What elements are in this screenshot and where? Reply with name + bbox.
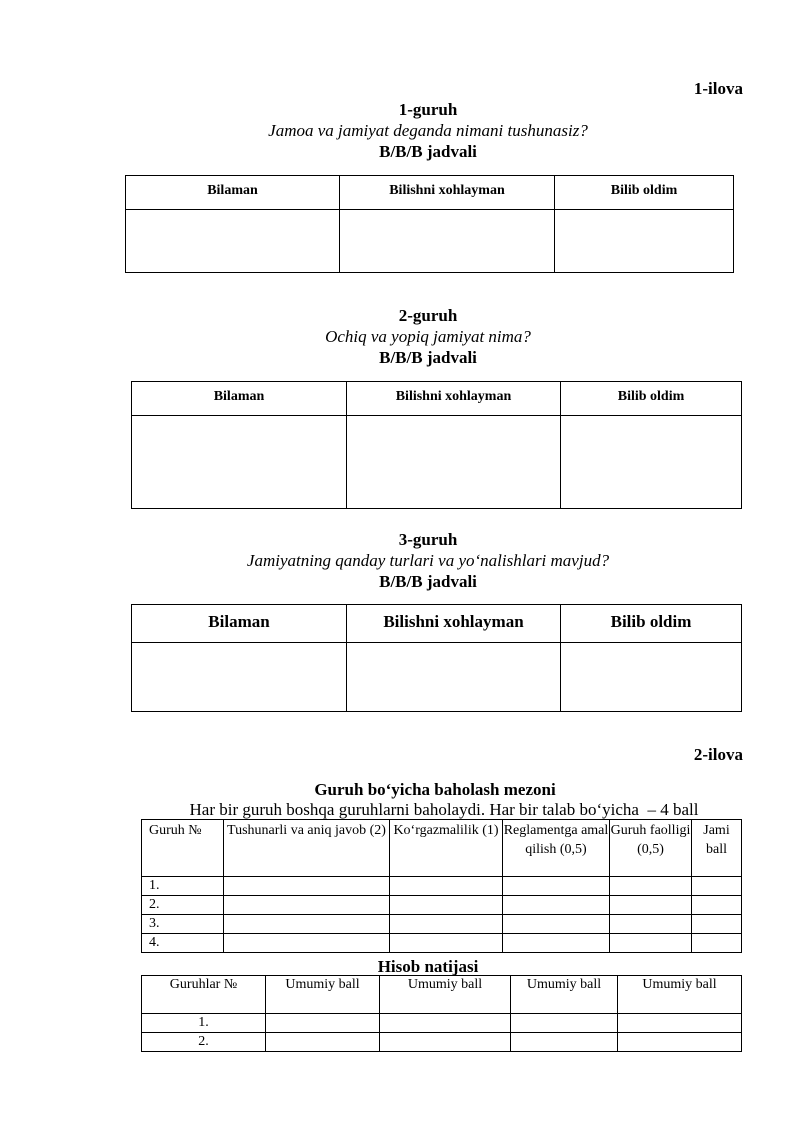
eval-cell[interactable] (503, 896, 610, 915)
bbb-header-bilaman: Bilaman (132, 605, 347, 643)
bbb-header-bilib-oldim: Bilib oldim (555, 176, 734, 210)
eval-header-group-no: Guruh № (142, 820, 224, 877)
results-header-total-2: Umumiy ball (380, 976, 511, 1014)
bbb-header-bilishni-xohlayman: Bilishni xohlayman (340, 176, 555, 210)
bbb-table-2 (131, 381, 742, 509)
results-cell[interactable] (511, 1014, 618, 1033)
eval-header-visual: Ko‘rgazmalilik (1) (390, 820, 503, 877)
bbb-table-3 (131, 604, 742, 712)
eval-header-activity: Guruh faolligi (0,5) (610, 820, 692, 877)
eval-cell[interactable] (610, 877, 692, 896)
eval-header-total: Jami ball (692, 820, 742, 877)
eval-header-regulation: Reglamentga amal qilish (0,5) (503, 820, 610, 877)
eval-row-number: 3. (142, 915, 224, 934)
evaluation-subtitle: Har bir guruh boshqa guruhlarni baholaydi. Har bir talab bo‘yicha – 4 ball (189, 800, 699, 819)
results-cell[interactable] (266, 1014, 380, 1033)
evaluation-table (141, 819, 742, 953)
results-row-number: 1. (142, 1014, 266, 1033)
bbb-cell[interactable] (132, 416, 347, 509)
eval-row-number: 4. (142, 934, 224, 953)
eval-row-number: 2. (142, 896, 224, 915)
bbb-cell[interactable] (347, 416, 561, 509)
group-3-heading (0, 529, 800, 592)
bbb-cell[interactable] (126, 210, 340, 273)
bbb-header-bilib-oldim: Bilib oldim (561, 605, 742, 643)
eval-cell[interactable] (503, 934, 610, 953)
evaluation-title: Guruh bo‘yicha baholash mezoni (314, 780, 556, 799)
bbb-header-bilaman: Bilaman (126, 176, 340, 210)
eval-cell[interactable] (610, 896, 692, 915)
results-cell[interactable] (266, 1033, 380, 1052)
group-1-title: 1-guruh (398, 100, 458, 119)
eval-cell[interactable] (692, 896, 742, 915)
results-header-total-3: Umumiy ball (511, 976, 618, 1014)
table-row (142, 1014, 742, 1033)
appendix-2-label: 2-ilova (693, 745, 743, 764)
results-cell[interactable] (618, 1033, 742, 1052)
group-2-title: 2-guruh (398, 306, 458, 325)
bbb-header-bilishni-xohlayman: Bilishni xohlayman (347, 605, 561, 643)
results-row-number: 2. (142, 1033, 266, 1052)
bbb-cell[interactable] (132, 643, 347, 712)
results-header-groups: Guruhlar № (142, 976, 266, 1014)
group-1-question: Jamoa va jamiyat deganda nimani tushunasiz? (268, 121, 588, 140)
bbb-cell[interactable] (561, 416, 742, 509)
group-3-title: 3-guruh (398, 530, 458, 549)
eval-cell[interactable] (610, 934, 692, 953)
eval-cell[interactable] (224, 915, 390, 934)
group-2-question: Ochiq va yopiq jamiyat nima? (325, 327, 531, 346)
eval-cell[interactable] (390, 934, 503, 953)
results-cell[interactable] (380, 1033, 511, 1052)
eval-cell[interactable] (692, 915, 742, 934)
eval-header-clear-answer: Tushunarli va aniq javob (2) (224, 820, 390, 877)
results-header-total-4: Umumiy ball (618, 976, 742, 1014)
bbb-header-bilaman: Bilaman (132, 382, 347, 416)
bbb-table-1 (125, 175, 734, 273)
bbb-cell[interactable] (561, 643, 742, 712)
eval-cell[interactable] (390, 915, 503, 934)
bbb-header-bilib-oldim: Bilib oldim (561, 382, 742, 416)
table-row (142, 915, 742, 934)
group-2-table-title: B/B/B jadvali (379, 348, 477, 367)
group-3-table-title: B/B/B jadvali (379, 572, 477, 591)
eval-cell[interactable] (390, 877, 503, 896)
eval-cell[interactable] (224, 896, 390, 915)
results-cell[interactable] (380, 1014, 511, 1033)
bbb-cell[interactable] (555, 210, 734, 273)
results-header-total-1: Umumiy ball (266, 976, 380, 1014)
bbb-cell[interactable] (347, 643, 561, 712)
group-3-question: Jamiyatning qanday turlari va yo‘nalishlari mavjud? (246, 551, 610, 570)
eval-cell[interactable] (503, 915, 610, 934)
eval-cell[interactable] (692, 877, 742, 896)
bbb-cell[interactable] (340, 210, 555, 273)
bbb-header-bilishni-xohlayman: Bilishni xohlayman (347, 382, 561, 416)
group-2-heading (0, 305, 800, 368)
table-row (142, 1033, 742, 1052)
results-cell[interactable] (618, 1014, 742, 1033)
results-table (141, 975, 742, 1052)
results-cell[interactable] (511, 1033, 618, 1052)
eval-cell[interactable] (610, 915, 692, 934)
results-title: Hisob natijasi (377, 957, 479, 976)
eval-cell[interactable] (224, 934, 390, 953)
table-row (142, 934, 742, 953)
eval-cell[interactable] (503, 877, 610, 896)
group-1-table-title: B/B/B jadvali (379, 142, 477, 161)
eval-cell[interactable] (390, 896, 503, 915)
eval-cell[interactable] (224, 877, 390, 896)
appendix-1-label: 1-ilova (693, 79, 743, 98)
eval-cell[interactable] (692, 934, 742, 953)
eval-row-number: 1. (142, 877, 224, 896)
table-row (142, 877, 742, 896)
group-1-heading (0, 99, 800, 162)
table-row (142, 896, 742, 915)
